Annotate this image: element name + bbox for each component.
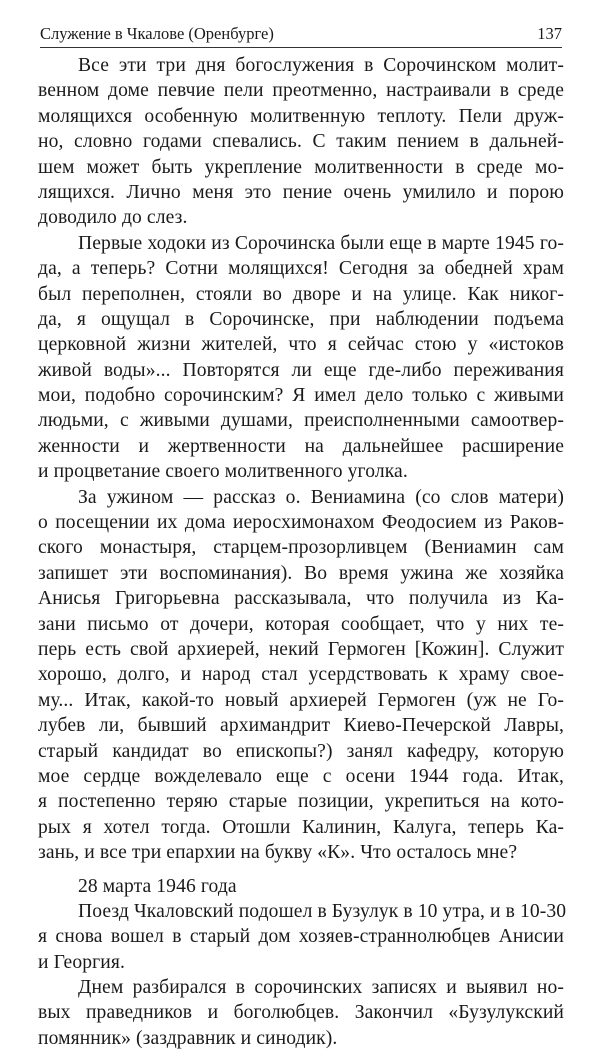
text-line: лубев ли, бывший архимандрит Киево-Печерской Лавры, xyxy=(38,715,564,737)
text-line: Днем разбирался в сорочинских записях и выявил но- xyxy=(78,977,564,999)
text-line: старый кандидат во епископы?) занял кафедру, которую xyxy=(38,740,564,762)
text-line: да, я ощущал в Сорочинске, при наблюдении подъема xyxy=(38,308,564,330)
chapter-title: Служение в Чкалове (Оренбурге) xyxy=(40,24,274,43)
text-line: но, словно годами спевались. С таким пением в дальней- xyxy=(38,131,564,153)
text-line: Анисья Григорьевна рассказывала, что получила из Ка- xyxy=(38,588,564,610)
text-line: был переполнен, стояли во дворе и на улице. Как никог- xyxy=(38,283,564,305)
text-line: доводило до слез. xyxy=(38,207,188,229)
text-line: ского монастыря, старцем-прозорливцем (Вениамин сам xyxy=(38,537,564,559)
text-line: му... Итак, какой-то новый архиерей Гермоген (уж не Го- xyxy=(38,689,564,711)
text-line: Первые ходоки из Сорочинска были еще в марте 1945 го- xyxy=(78,232,564,254)
body-text xyxy=(38,53,567,1051)
text-line: и процветание своего молитвенного уголка. xyxy=(38,461,408,483)
text-line: мои, подобно сорочинским? Я имел дело только с живыми xyxy=(38,385,564,407)
text-line: помянник» (заздравник и синодик). xyxy=(38,1027,338,1049)
text-line: За ужином — рассказ о. Вениамина (со слов матери) xyxy=(78,486,564,508)
text-line: лящихся. Лично меня это пение очень умилило и порою xyxy=(38,181,564,203)
text-line: женности и жертвенности на дальнейшее расширение xyxy=(38,435,564,457)
section-gap xyxy=(38,866,564,874)
text-line: о посещении их дома иеросхимонахом Феодосием из Раков- xyxy=(38,512,564,534)
text-line: Все эти три дня богослужения в Сорочинском молит- xyxy=(78,55,564,76)
page-number: 137 xyxy=(537,24,562,43)
text-line: мое сердце вожделевало еще с осени 1944 года. Итак, xyxy=(38,765,564,787)
running-head xyxy=(40,20,562,48)
text-line: перь есть свой архиерей, некий Гермоген [Кожин]. Служит xyxy=(38,638,564,660)
text-line: я снова вошел в старый дом хозяев-страннолюбцев Анисии xyxy=(38,926,564,948)
text-line: зани письмо от дочери, которая сообщает, что у них те- xyxy=(38,613,564,635)
text-line: хорошо, долго, и народ стал усердствовать к храму свое- xyxy=(38,664,564,686)
text-line: вых праведников и боголюбцев. Закончил «Бузулукский xyxy=(38,1002,564,1024)
text-line: людьми, с живыми душами, преисполненными самоотвер- xyxy=(38,410,564,432)
text-line: живой воды»... Повторятся ли еще где-либо переживания xyxy=(38,359,564,381)
text-line: церковной жизни жителей, что я сейчас стою у «истоков xyxy=(38,334,564,356)
text-line: венном доме певчие пели преотменно, настраивали в среде xyxy=(38,80,564,102)
text-line: рых я хотел тогда. Отошли Калинин, Калуга, теперь Ка- xyxy=(38,816,564,838)
text-line: шем может быть укрепление молитвенности в среде мо- xyxy=(38,156,564,178)
text-line: я постепенно теряю старые позиции, укрепиться на кото- xyxy=(38,791,564,813)
entry-date: 28 марта 1946 года xyxy=(78,875,237,897)
text-line: молящихся особенную молитвенную теплоту. Пели друж- xyxy=(38,105,564,127)
text-line: зань, и все три епархии на букву «К». Что осталось мне? xyxy=(38,842,518,864)
text-line: и Георгия. xyxy=(38,951,125,973)
text-line: да, а теперь? Сотни молящихся! Сегодня за обедней храм xyxy=(38,258,564,280)
text-line: Поезд Чкаловский подошел в Бузулук в 10 утра, и в 10-30 xyxy=(78,900,567,922)
text-line: запишет эти воспоминания). Во время ужина же хозяйка xyxy=(38,562,564,584)
